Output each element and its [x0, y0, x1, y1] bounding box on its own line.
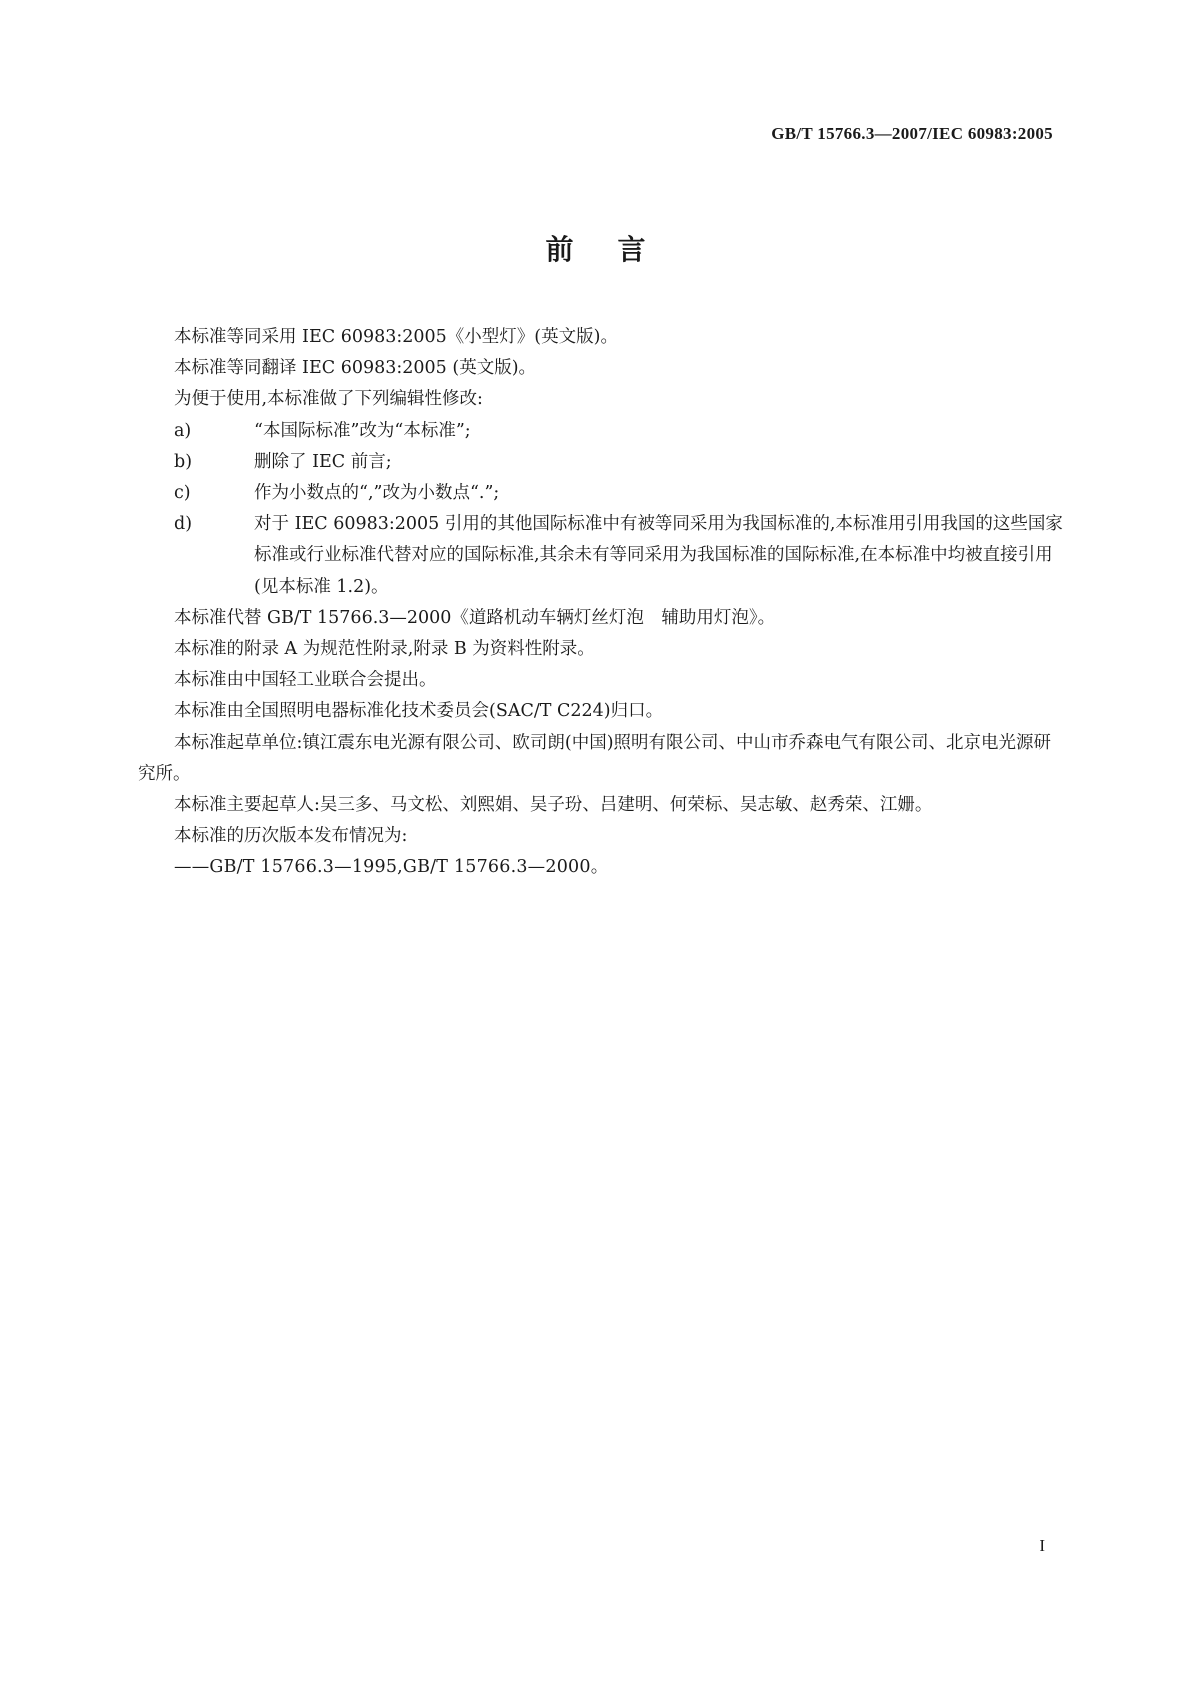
edits-intro: 为便于使用,本标准做了下列编辑性修改: — [174, 389, 483, 410]
list-item — [174, 478, 1063, 509]
proposer-statement: 本标准由中国轻工业联合会提出。 — [174, 670, 437, 691]
foreword-body — [138, 322, 1063, 884]
page-number: I — [1039, 1536, 1045, 1555]
list-item — [174, 416, 1063, 447]
list-item — [174, 509, 1063, 603]
list-item — [174, 447, 1063, 478]
committee-statement: 本标准由全国照明电器标准化技术委员会(SAC/T C224)归口。 — [174, 701, 664, 722]
list-item-text: “本国际标准”改为“本标准”; — [254, 420, 471, 441]
adoption-statement: 本标准等同采用 IEC 60983:2005《小型灯》(英文版)。 — [174, 327, 618, 347]
list-item-text: 对于 IEC 60983:2005 引用的其他国际标准中有被等同采用为我国标准的,本标准用引用我国的这些国家标准或行业标准代替对应的国际标准,其余未有等同采用为我国标准的国际标准,在本标准中均被直接引用(见本标准 1.2)。 — [254, 514, 1063, 597]
standard-code-header: GB/T 15766.3—2007/IEC 60983:2005 — [771, 124, 1053, 143]
drafting-units: 本标准起草单位:镇江震东电光源有限公司、欧司朗(中国)照明有限公司、中山市乔森电气有限公司、北京电光源研究所。 — [138, 732, 1052, 784]
list-item-text: 作为小数点的“,”改为小数点“.”; — [254, 483, 500, 504]
replacement-statement: 本标准代替 GB/T 15766.3—2000《道路机动车辆灯丝灯泡 辅助用灯泡》。 — [174, 607, 776, 628]
drafters: 本标准主要起草人:吴三多、马文松、刘熙娟、吴子玢、吕建明、何荣标、吴志敏、赵秀荣、江姗。 — [174, 795, 933, 816]
annex-statement: 本标准的附录 A 为规范性附录,附录 B 为资料性附录。 — [174, 639, 595, 660]
list-item-text: 删除了 IEC 前言; — [254, 451, 392, 472]
list-item-marker: c) — [174, 483, 191, 504]
page-title: 前言 — [545, 233, 690, 266]
translation-statement: 本标准等同翻译 IEC 60983:2005 (英文版)。 — [174, 358, 537, 379]
list-item-marker: a) — [174, 420, 192, 441]
history-list: ——GB/T 15766.3—1995,GB/T 15766.3—2000。 — [174, 857, 609, 878]
list-item-marker: b) — [174, 451, 193, 472]
list-item-marker: d) — [174, 514, 193, 535]
history-intro: 本标准的历次版本发布情况为: — [174, 826, 408, 847]
